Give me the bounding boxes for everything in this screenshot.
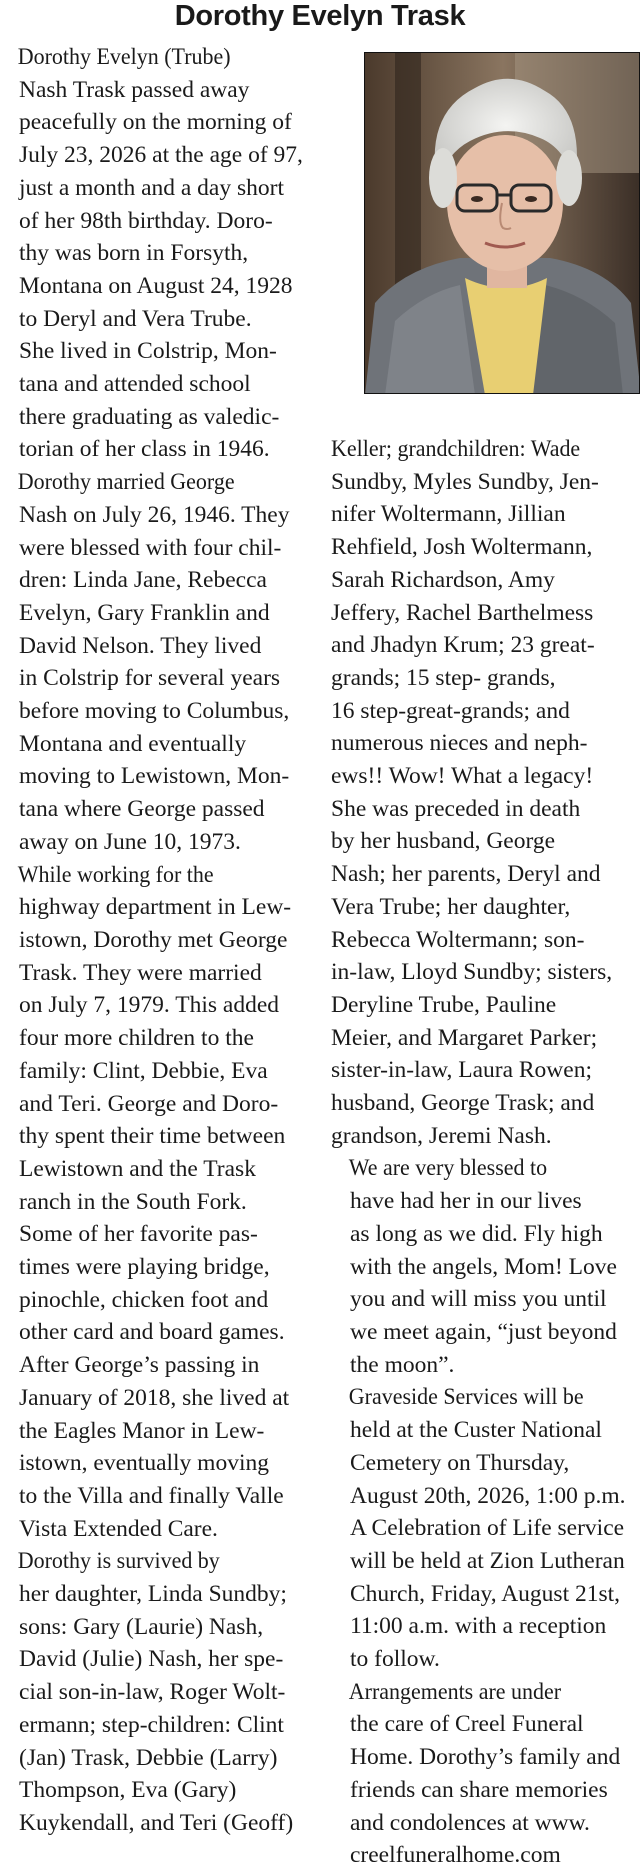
- text-line: other card and board games.: [19, 1319, 285, 1346]
- text-line: Thompson, Eva (Gary): [19, 1777, 237, 1804]
- text-line: We are very blessed to: [348, 1155, 548, 1182]
- paragraph: [331, 433, 640, 1152]
- portrait-illustration: [365, 53, 640, 394]
- text-line: you and will miss you until: [350, 1286, 607, 1313]
- paragraph: [0, 1545, 306, 1839]
- text-line: friends can share memories: [350, 1776, 608, 1803]
- text-line: Sundby, Myles Sundby, Jen-: [331, 468, 599, 495]
- text-line: Rebecca Woltermann; son-: [331, 926, 585, 953]
- text-line: before moving to Columbus,: [19, 698, 290, 725]
- text-line: ermann; step-children: Clint: [19, 1711, 284, 1738]
- text-line: Trask. They were married: [19, 959, 262, 986]
- text-line: as long as we did. Fly high: [350, 1220, 603, 1247]
- text-line: torian of her class in 1946.: [19, 436, 270, 463]
- text-line: Meier, and Margaret Parker;: [331, 1024, 598, 1051]
- text-line: away on June 10, 1973.: [19, 828, 241, 855]
- text-line: peacefully on the morning of: [19, 109, 292, 136]
- paragraph: [331, 1152, 640, 1381]
- text-line: family: Clint, Debbie, Eva: [19, 1057, 268, 1084]
- text-line: 11:00 a.m. with a reception: [350, 1613, 607, 1640]
- text-line: to the Villa and finally Valle: [19, 1482, 284, 1509]
- text-line: cial son-in-law, Roger Wolt-: [19, 1679, 286, 1706]
- text-line: istown, Dorothy met George: [19, 926, 288, 953]
- text-line: to follow.: [350, 1646, 440, 1673]
- text-line: David Nelson. They lived: [19, 632, 262, 659]
- text-line: tana where George passed: [19, 796, 265, 823]
- text-line: in-law, Lloyd Sundby; sisters,: [331, 959, 613, 986]
- text-line: She lived in Colstrip, Mon-: [19, 338, 277, 365]
- text-line: in Colstrip for several years: [19, 665, 281, 692]
- text-line: Some of her favorite pas-: [19, 1221, 258, 1248]
- text-line: to Deryl and Vera Trube.: [19, 305, 252, 332]
- text-line: were blessed with four chil-: [19, 534, 282, 561]
- text-line: will be held at Zion Lutheran: [350, 1547, 625, 1574]
- paragraph: [331, 1381, 640, 1675]
- text-line: held at the Custer National: [350, 1417, 602, 1444]
- text-line: grandson, Jeremi Nash.: [331, 1122, 552, 1149]
- text-line: A Celebration of Life service: [350, 1515, 625, 1542]
- text-line: 16 step-great-grands; and: [331, 697, 570, 724]
- text-line: thy spent their time between: [19, 1123, 286, 1150]
- text-line: grands; 15 step- grands,: [331, 664, 556, 691]
- text-line: January of 2018, she lived at: [19, 1384, 290, 1411]
- text-line: ranch in the South Fork.: [19, 1188, 247, 1215]
- text-line: August 20th, 2026, 1:00 p.m.: [350, 1482, 626, 1509]
- text-line: there graduating as valedic-: [19, 403, 280, 430]
- text-line: we meet again, “just beyond: [350, 1318, 617, 1345]
- text-line: Vera Trube; her daughter,: [331, 893, 571, 920]
- text-line: Graveside Services will be: [348, 1384, 584, 1411]
- text-line: Vista Extended Care.: [19, 1515, 218, 1542]
- text-line: Lewistown and the Trask: [19, 1155, 256, 1182]
- text-line: four more children to the: [19, 1025, 254, 1052]
- text-line: dren: Linda Jane, Rebecca: [19, 567, 267, 594]
- paragraph: [0, 466, 306, 858]
- text-line: thy was born in Forsyth,: [19, 240, 249, 267]
- paragraph: [0, 859, 306, 1546]
- text-line: Keller; grandchildren: Wade: [331, 436, 581, 462]
- text-line: tana and attended school: [19, 371, 251, 398]
- text-line: sons: Gary (Laurie) Nash,: [19, 1613, 264, 1640]
- text-line: Dorothy married George: [17, 469, 235, 496]
- text-line: with the angels, Mom! Love: [350, 1253, 617, 1280]
- text-line: pinochle, chicken foot and: [19, 1286, 269, 1313]
- text-line: by her husband, George: [331, 828, 556, 855]
- text-line: ews!! Wow! What a legacy!: [331, 763, 594, 790]
- obituary-title: Dorothy Evelyn Trask: [174, 0, 466, 32]
- text-line: creelfuneralhome.com: [350, 1842, 561, 1869]
- text-line: and Jhadyn Krum; 23 great-: [331, 632, 595, 659]
- text-line: July 23, 2026 at the age of 97,: [19, 142, 303, 169]
- text-line: Evelyn, Gary Franklin and: [19, 599, 270, 626]
- text-line: After George’s passing in: [19, 1352, 260, 1379]
- text-line: Cemetery on Thursday,: [350, 1449, 570, 1476]
- text-line: highway department in Lew-: [19, 894, 292, 921]
- text-line: Arrangements are under: [348, 1678, 562, 1705]
- text-line: David (Julie) Nash, her spe-: [19, 1646, 284, 1673]
- paragraph: [0, 41, 306, 466]
- text-line: husband, George Trask; and: [331, 1090, 595, 1117]
- paragraph: [331, 1676, 640, 1872]
- text-line: Kuykendall, and Teri (Geoff): [19, 1809, 294, 1836]
- text-line: Dorothy is survived by: [17, 1548, 220, 1575]
- text-line: nifer Woltermann, Jillian: [331, 501, 566, 528]
- text-line: her daughter, Linda Sundby;: [19, 1581, 287, 1608]
- text-line: Church, Friday, August 21st,: [350, 1580, 621, 1607]
- text-line: Jeffery, Rachel Barthelmess: [331, 599, 594, 626]
- text-line: of her 98th birthday. Doro-: [19, 207, 273, 234]
- text-line: and condolences at www.: [350, 1809, 590, 1836]
- obituary-column-right: [331, 433, 640, 1872]
- text-line: the moon”.: [350, 1351, 455, 1378]
- text-line: Montana and eventually: [19, 730, 247, 757]
- text-line: Home. Dorothy’s family and: [350, 1744, 621, 1771]
- text-line: Deryline Trube, Pauline: [331, 991, 557, 1018]
- text-line: Sarah Richardson, Amy: [331, 566, 555, 593]
- obituary-column-left: [0, 41, 306, 1840]
- text-line: Montana on August 24, 1928: [19, 272, 293, 299]
- text-line: have had her in our lives: [350, 1188, 582, 1215]
- text-line: Nash; her parents, Deryl and: [331, 861, 601, 888]
- text-line: times were playing bridge,: [19, 1254, 270, 1281]
- text-line: Rehfield, Josh Woltermann,: [331, 534, 593, 561]
- text-line: istown, eventually moving: [19, 1450, 269, 1477]
- text-line: just a month and a day short: [19, 174, 284, 201]
- portrait-photo: [364, 52, 640, 394]
- text-line: sister-in-law, Laura Rowen;: [331, 1057, 592, 1084]
- text-line: the care of Creel Funeral: [350, 1711, 584, 1738]
- text-line: the Eagles Manor in Lew-: [19, 1417, 265, 1444]
- text-line: Nash on July 26, 1946. They: [19, 501, 290, 528]
- text-line: and Teri. George and Doro-: [19, 1090, 279, 1117]
- text-line: Nash Trask passed away: [19, 76, 250, 103]
- text-line: moving to Lewistown, Mon-: [19, 763, 290, 790]
- text-line: numerous nieces and neph-: [331, 730, 588, 757]
- text-line: She was preceded in death: [331, 795, 581, 822]
- text-line: While working for the: [17, 861, 214, 888]
- text-line: (Jan) Trask, Debbie (Larry): [19, 1744, 278, 1771]
- text-line: Dorothy Evelyn (Trube): [17, 44, 231, 70]
- text-line: on July 7, 1979. This added: [19, 992, 280, 1019]
